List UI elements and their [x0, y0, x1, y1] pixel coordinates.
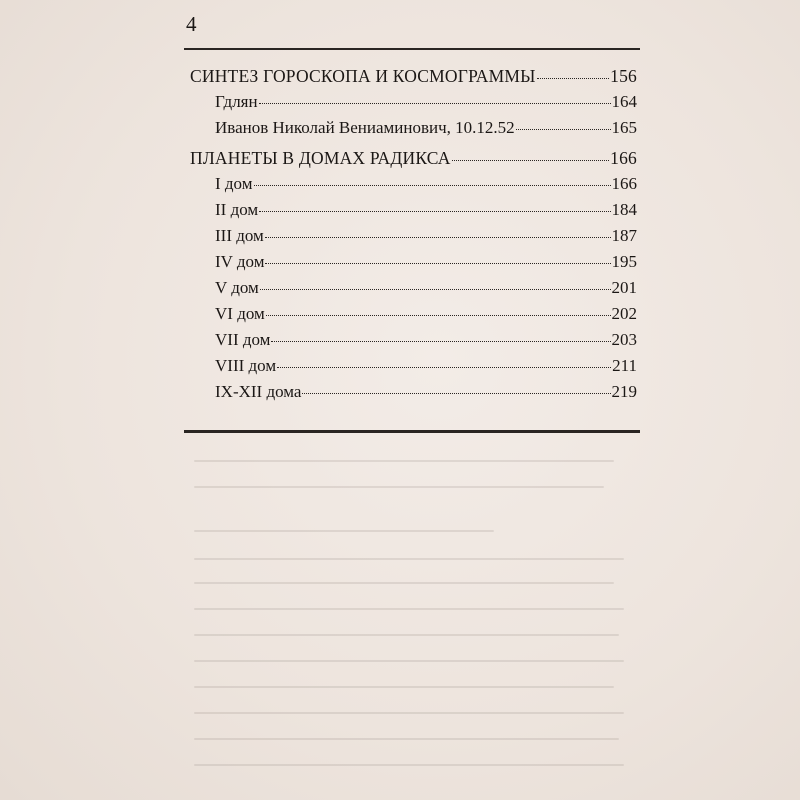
toc-entry-title: VIII дом [215, 356, 277, 375]
toc-section [190, 66, 637, 92]
dot-leader [537, 78, 610, 79]
dot-leader [260, 289, 611, 290]
dot-leader [265, 237, 611, 238]
dot-leader [452, 160, 610, 161]
toc-section-title: ПЛАНЕТЫ В ДОМАХ РАДИКСА [190, 148, 451, 168]
dot-leader [265, 263, 610, 264]
dot-leader [302, 393, 610, 394]
toc-entry [190, 92, 637, 118]
toc-entry [190, 200, 637, 226]
show-through-text [184, 440, 640, 800]
toc-page-number: 219 [611, 382, 637, 401]
dot-leader [277, 367, 611, 368]
toc-page-number: 166 [611, 174, 637, 193]
toc-entry [190, 226, 637, 252]
toc-entry-title: I дом [215, 174, 253, 193]
toc-entry [190, 252, 637, 278]
toc-page-number: 164 [611, 92, 637, 111]
bottom-rule [184, 430, 640, 433]
dot-leader [259, 211, 610, 212]
toc-entry-title: VI дом [215, 304, 265, 323]
toc-entry [190, 118, 637, 144]
toc-entry-title: IX-XII дома [215, 382, 302, 401]
toc-page-number: 165 [611, 118, 637, 137]
toc-section-title: СИНТЕЗ ГОРОСКОПА И КОСМОГРАММЫ [190, 66, 536, 86]
toc-page-number: 195 [611, 252, 637, 271]
toc-page-number: 202 [611, 304, 637, 323]
toc-section [190, 148, 637, 174]
dot-leader [254, 185, 611, 186]
toc-entry-title: Гдлян [215, 92, 258, 111]
toc-entry [190, 278, 637, 304]
toc-entry-title: III дом [215, 226, 264, 245]
page-number: 4 [186, 12, 197, 36]
toc-entry-title: Иванов Николай Вениаминович, 10.12.52 [215, 118, 515, 137]
toc-entry [190, 304, 637, 330]
dot-leader [266, 315, 611, 316]
toc-entry [190, 382, 637, 408]
toc-page-number: 187 [611, 226, 637, 245]
toc-page-number: 201 [611, 278, 637, 297]
toc-entry-title: IV дом [215, 252, 265, 271]
top-rule [184, 48, 640, 50]
toc-entry-title: II дом [215, 200, 259, 219]
dot-leader [516, 129, 611, 130]
toc-page-number: 203 [611, 330, 637, 349]
toc-entry [190, 356, 637, 382]
toc-page-number: 211 [612, 356, 637, 375]
dot-leader [259, 103, 611, 104]
toc-entry-title: V дом [215, 278, 259, 297]
toc-page-number: 156 [610, 66, 637, 86]
dot-leader [271, 341, 610, 342]
table-of-contents [190, 66, 637, 408]
toc-page-number: 184 [611, 200, 637, 219]
toc-entry-title: VII дом [215, 330, 271, 349]
toc-entry [190, 174, 637, 200]
toc-entry [190, 330, 637, 356]
toc-page-number: 166 [610, 148, 637, 168]
